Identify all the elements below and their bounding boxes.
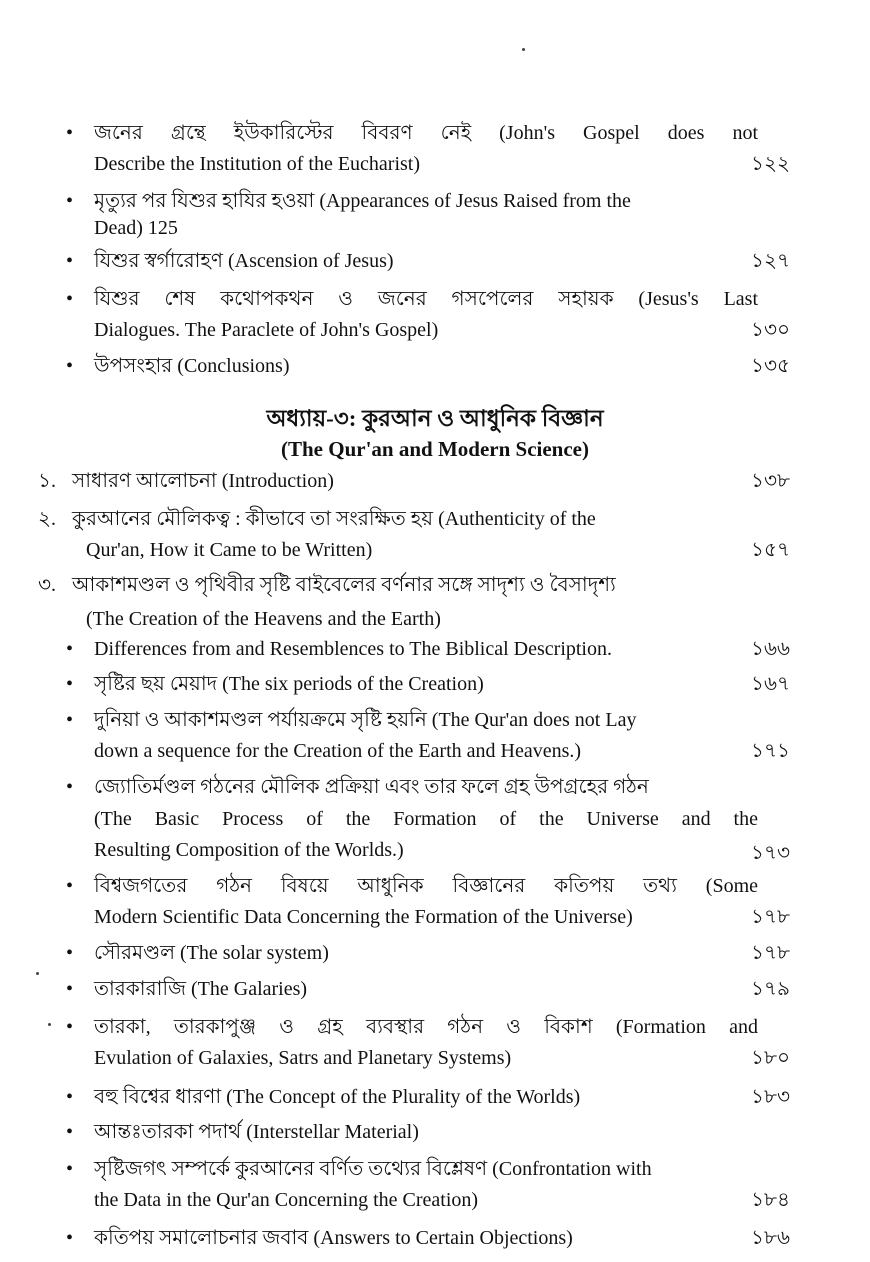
bullet-icon: •: [66, 250, 74, 272]
bullet-icon: •: [66, 942, 74, 964]
chapter-subtitle: (The Qur'an and Modern Science): [281, 437, 589, 461]
toc-entry: [60, 1154, 800, 1216]
entry-line: down a sequence for the Creation of the Earth and Heavens.): [94, 740, 582, 762]
entry-line: যিশুর শেষ কথোপকথন ও জনের গসপেলের সহায়ক (Jesus's Last: [94, 288, 758, 310]
entry-line: সৃষ্টির ছয় মেয়াদ (The six periods of the Creation): [94, 673, 484, 695]
bullet-icon: •: [66, 1158, 74, 1180]
bullet-icon: •: [66, 638, 74, 660]
toc-entry: [60, 246, 800, 277]
toc-entry: [60, 1082, 800, 1113]
toc-numbered-entry: [38, 466, 800, 497]
page-number: ১৬৬: [751, 638, 790, 660]
toc-entry: [60, 669, 800, 700]
entry-line: জ্যোতির্মণ্ডল গঠনের মৌলিক প্রক্রিয়া এবং তার ফলে গ্রহ উপগ্রহের গঠন: [94, 776, 649, 798]
toc-entry: [60, 351, 800, 382]
toc-entry: [60, 938, 800, 969]
entry-number: ৩.: [38, 574, 57, 596]
page-number: ১৭৮: [751, 906, 790, 928]
entry-line: তারকারাজি (The Galaries): [94, 978, 308, 1000]
entry-line: Qur'an, How it Came to be Written): [86, 539, 373, 561]
toc-entry: [60, 772, 800, 866]
page-number: ১৭৩: [751, 842, 790, 864]
toc-entry: [60, 118, 800, 180]
entry-line: Evulation of Galaxies, Satrs and Planetary Systems): [94, 1047, 512, 1069]
print-speck: [36, 972, 39, 975]
entry-line: কুরআনের মৌলিকত্ব : কীভাবে তা সংরক্ষিত হয় (Authenticity of the: [72, 508, 596, 530]
page-number: ১৩০: [751, 319, 790, 341]
page-number: ১২২: [751, 153, 790, 175]
entry-line: (The Creation of the Heavens and the Earth): [86, 608, 441, 630]
entry-line: (The Basic Process of the Formation of the Universe and the: [94, 808, 758, 830]
bullet-icon: •: [66, 776, 74, 798]
bullet-icon: •: [66, 355, 74, 377]
entry-line: আকাশমণ্ডল ও পৃথিবীর সৃষ্টি বাইবেলের বর্ণনার সঙ্গে সাদৃশ্য ও বৈসাদৃশ্য: [72, 574, 616, 596]
page-number: ১৮৪: [751, 1189, 790, 1211]
toc-entry: [60, 871, 800, 933]
page-number: ১৭১: [751, 740, 790, 762]
page-number: ১৭৯: [751, 978, 790, 1000]
entry-line: the Data in the Qur'an Concerning the Creation): [94, 1189, 479, 1211]
entry-line: উপসংহার (Conclusions): [94, 355, 290, 377]
page-number: ১৮৩: [751, 1086, 790, 1108]
entry-line: যিশুর স্বর্গারোহণ (Ascension of Jesus): [94, 250, 394, 272]
bullet-icon: •: [66, 709, 74, 731]
entry-line: সৃষ্টিজগৎ সম্পর্কে কুরআনের বর্ণিত তথ্যের বিশ্লেষণ (Confrontation with: [94, 1158, 652, 1180]
entry-line: বিশ্বজগতের গঠন বিষয়ে আধুনিক বিজ্ঞানের কতিপয় তথ্য (Some: [94, 875, 758, 897]
toc-entry: [60, 634, 800, 665]
print-speck: [48, 1023, 51, 1026]
entry-line: কতিপয় সমালোচনার জবাব (Answers to Certain Objections): [94, 1227, 573, 1249]
entry-number: ১.: [38, 470, 56, 492]
chapter-title: অধ্যায়-৩: কুরআন ও আধুনিক বিজ্ঞান: [266, 406, 604, 431]
toc-entry: [60, 1223, 800, 1254]
entry-line: দুনিয়া ও আকাশমণ্ডল পর্যায়ক্রমে সৃষ্টি হয়নি (The Qur'an does not Lay: [94, 709, 637, 731]
bullet-icon: •: [66, 1086, 74, 1108]
entry-line: মৃত্যুর পর যিশুর হাযির হওয়া (Appearances of Jesus Raised from the: [94, 190, 631, 212]
page-number: ১৮০: [751, 1047, 790, 1069]
entry-number: ২.: [38, 508, 57, 530]
entry-line: Dead) 125: [94, 217, 178, 239]
entry-line: Resulting Composition of the Worlds.): [94, 839, 404, 861]
toc-numbered-entry: [38, 570, 800, 635]
toc-entry: [60, 1012, 800, 1074]
bullet-icon: •: [66, 122, 74, 144]
entry-line: আন্তঃতারকা পদার্থ (Interstellar Material): [94, 1121, 419, 1143]
toc-entry: [60, 284, 800, 346]
page-number: ১২৭: [751, 250, 790, 272]
toc-numbered-entry: [38, 504, 800, 566]
bullet-icon: •: [66, 190, 74, 212]
toc-entry: [60, 1117, 800, 1148]
bullet-icon: •: [66, 1121, 74, 1143]
entry-line: Dialogues. The Paraclete of John's Gospel): [94, 319, 439, 341]
entry-line: তারকা, তারকাপুঞ্জ ও গ্রহ ব্যবস্থার গঠন ও বিকাশ (Formation and: [94, 1016, 758, 1038]
entry-line: জনের গ্রন্থে ইউকারিস্টের বিবরণ নেই (John's Gospel does not: [94, 122, 758, 144]
page-number: ১৫৭: [751, 539, 790, 561]
toc-entry: [60, 186, 800, 240]
print-speck: [522, 48, 525, 51]
toc-entry: [60, 974, 800, 1005]
bullet-icon: •: [66, 1016, 74, 1038]
entry-line: Differences from and Resemblences to The Biblical Description.: [94, 638, 612, 660]
entry-line: Modern Scientific Data Concerning the Formation of the Universe): [94, 906, 633, 928]
page-number: ১৬৭: [751, 673, 790, 695]
entry-line: সৌরমণ্ডল (The solar system): [94, 942, 329, 964]
bullet-icon: •: [66, 1227, 74, 1249]
bullet-icon: •: [66, 673, 74, 695]
bullet-icon: •: [66, 978, 74, 1000]
entry-line: সাধারণ আলোচনা (Introduction): [72, 470, 334, 492]
entry-line: বহু বিশ্বের ধারণা (The Concept of the Plurality of the Worlds): [94, 1086, 581, 1108]
page-number: ১৩৫: [751, 355, 790, 377]
page-number: ১৮৬: [751, 1227, 790, 1249]
toc-entry: [60, 705, 800, 767]
bullet-icon: •: [66, 288, 74, 310]
page-number: ১৩৮: [751, 470, 790, 492]
page-number: ১৭৮: [751, 942, 790, 964]
bullet-icon: •: [66, 875, 74, 897]
entry-line: Describe the Institution of the Eucharist): [94, 153, 421, 175]
